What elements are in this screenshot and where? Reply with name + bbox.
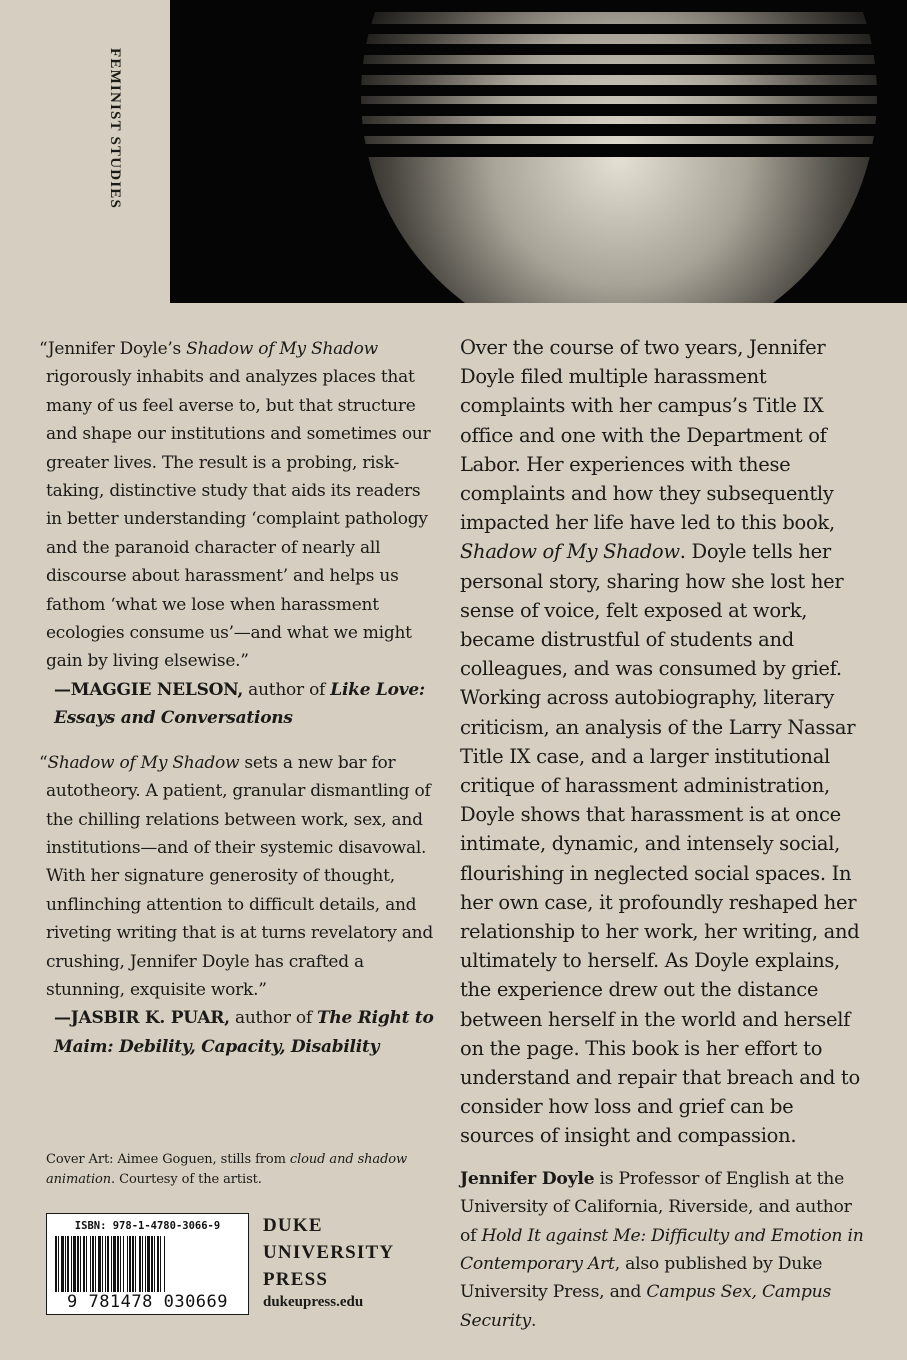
- endorsement-author-1: —MAGGIE NELSON, author of Like Love: Essays and Conversations: [54, 679, 425, 729]
- barcode-bar: [132, 1236, 134, 1292]
- barcode-bar: [139, 1236, 141, 1292]
- endorsement-quote-1: “Jennifer Doyle’s Shadow of My Shadow rigorously inhabits and analyzes places that many of us feel averse to, but that structure and shape our institutions and sometimes our greater lives. The result is a probing, risk-taking, distinctive study that aids its readers in better understanding ‘complaint pathology and the paranoid character of nearly all discourse about harassment’ and helps us fathom ‘what we lose when harassment ecologies consume us’—and what we might gain by living elsewise.”: [39, 339, 431, 672]
- barcode-bar: [123, 1236, 124, 1292]
- barcode-bar: [147, 1236, 150, 1292]
- endorsements: [39, 335, 434, 1061]
- barcode-bar: [160, 1236, 161, 1292]
- barcode-bars: [53, 1236, 242, 1292]
- barcode-bar: [117, 1236, 119, 1292]
- barcode-bar: [90, 1236, 91, 1292]
- barcode-bar: [111, 1236, 112, 1292]
- barcode-bar: [83, 1236, 85, 1292]
- barcode-bar: [107, 1236, 109, 1292]
- endorsement-quote-2: “Shadow of My Shadow sets a new bar for autotheory. A patient, granular dismantling of the chilling relations between work, sex, and institutions—and of their systemic disavowal. With her signature generosity of thought, unflinching attention to difficult details, and riveting writing that is at turns revelatory and crushing, Jennifer Doyle has crafted a stunning, exquisite work.”: [39, 752, 434, 1000]
- isbn-label: ISBN: 978-1-4780-3066-9: [74, 1220, 221, 1232]
- barcode-bar: [105, 1236, 106, 1292]
- barcode-bar: [127, 1236, 128, 1292]
- barcode-bar: [145, 1236, 146, 1292]
- barcode-bar: [157, 1236, 159, 1292]
- barcode-bar: [95, 1236, 96, 1292]
- barcode-bar: [77, 1236, 79, 1292]
- barcode-bar: [65, 1236, 66, 1292]
- description-text: Over the course of two years, Jennifer Doyle filed multiple harassment complaints with her campus’s Title IX office and one with the Department of Labor. Her experiences with these complaints and how they subsequently impacted her life have led to this book, Shadow of My Shadow. Doyle tells her personal story, sharing how she lost her sense of voice, felt exposed at work, became distrustful of students and colleagues, and was consumed by grief. Working across autobiography, literary criticism, an analysis of the Larry Nassar Title IX case, and a larger institutional critique of harassment administration, Doyle shows that harassment is at once intimate, dynamic, and intensely social, flourishing in neglected social spaces. In her own case, it profoundly reshaped her relationship to her work, her writing, and ultimately to herself. As Doyle explains, the experience drew out the distance between herself in the world and herself on the page. This book is her effort to understand and repair that breach and to consider how loss and grief can be sources of insight and compassion.: [460, 336, 860, 1148]
- publisher-url: dukeupress.edu: [263, 1294, 364, 1310]
- series-label: FEMINIST STUDIES: [107, 48, 123, 210]
- barcode-bar: [67, 1236, 69, 1292]
- cover-art-credit: Cover Art: Aimee Goguen, stills from cloud and shadow animation. Courtesy of the artist.: [46, 1152, 408, 1187]
- barcode-bar: [61, 1236, 64, 1292]
- barcode-bar: [142, 1236, 143, 1292]
- sphere-illustration: [170, 0, 907, 303]
- barcode-bar: [102, 1236, 103, 1292]
- barcode-bar: [98, 1236, 101, 1292]
- barcode-bar: [113, 1236, 116, 1292]
- barcode-bar: [73, 1236, 76, 1292]
- publisher-logo: DUKE UNIVERSITY PRESS: [263, 1215, 395, 1290]
- barcode-digits: 9 781478 030669: [66, 1292, 229, 1312]
- barcode-bar: [58, 1236, 59, 1292]
- barcode-bar: [80, 1236, 81, 1292]
- cover-art-image: [170, 0, 907, 303]
- barcode-bar: [164, 1236, 165, 1292]
- author-bio: Jennifer Doyle is Professor of English at the University of California, Riverside, and author of Hold It against Me: Difficulty and Emotion in Contemporary Art, also published by Duke University Press, and Campus Sex, Campus Security.: [460, 1168, 864, 1331]
- barcode-bar: [154, 1236, 155, 1292]
- barcode-bar: [55, 1236, 57, 1292]
- barcode-bar: [151, 1236, 153, 1292]
- book-description: [460, 333, 870, 1335]
- endorsement-author-2: —JASBIR K. PUAR, author of The Right to Maim: Debility, Capacity, Disability: [54, 1008, 434, 1057]
- barcode-bar: [71, 1236, 72, 1292]
- barcode-bar: [92, 1236, 94, 1292]
- barcode-bar: [135, 1236, 136, 1292]
- barcode-bar: [129, 1236, 131, 1292]
- barcode-bar: [120, 1236, 121, 1292]
- isbn-barcode: [46, 1213, 249, 1315]
- barcode-bar: [86, 1236, 87, 1292]
